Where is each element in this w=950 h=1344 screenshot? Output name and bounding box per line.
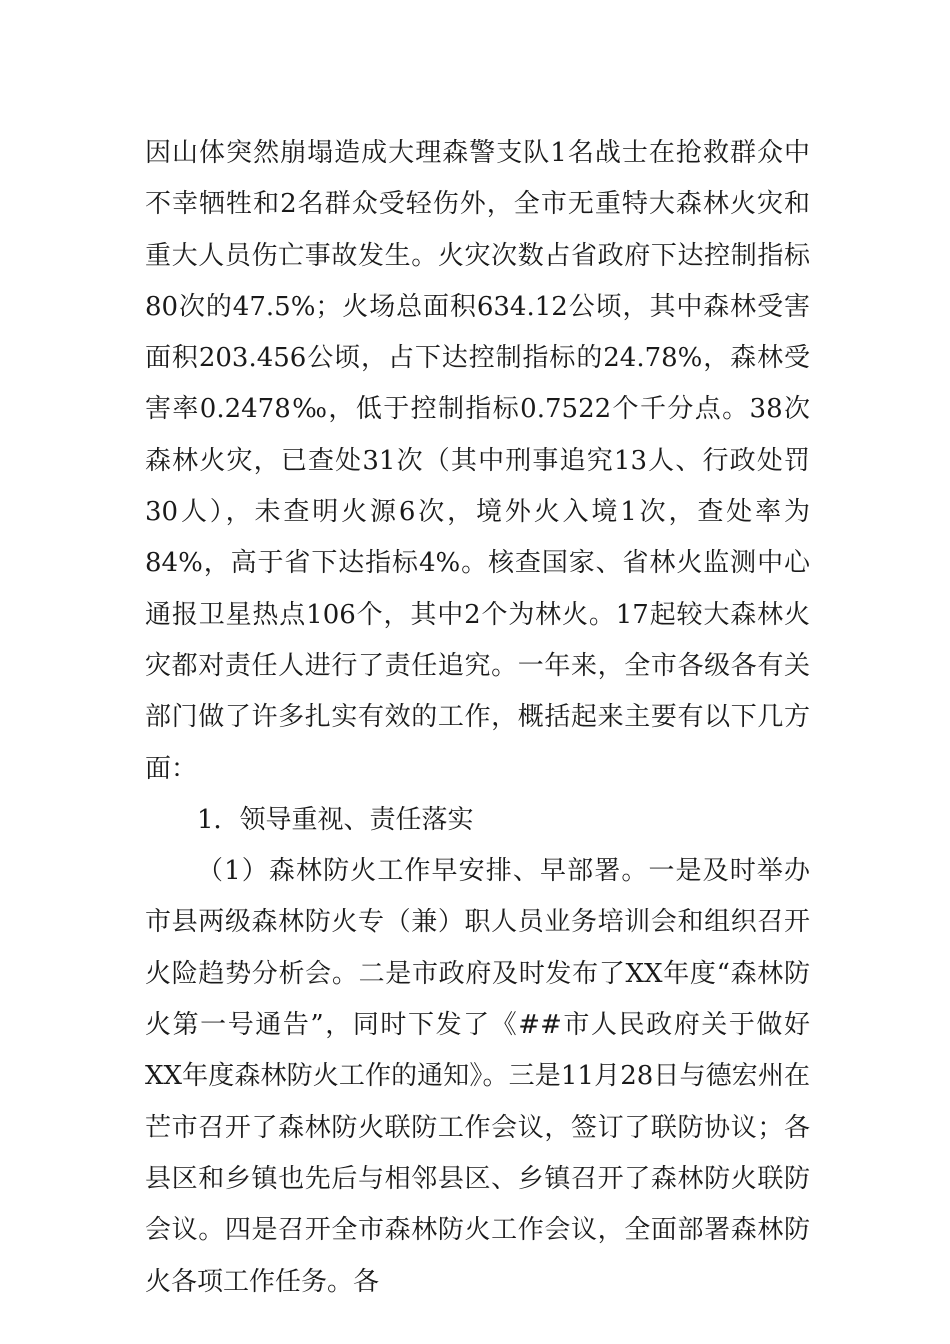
paragraph-early-deployment: （1）森林防火工作早安排、早部署。一是及时举办市县两级森林防火专（兼）职人员业务培训会和组织召开火险趋势分析会。二是市政府及时发布了XX年度“森林防火第一号通告”，同时下发了《##市人民政府关于做好XX年度森林防火工作的通知》。三是11月28日与德宏州在芒市召开了森林防火联防工作会议，签订了联防协议；各县区和乡镇也先后与相邻县区、乡镇召开了森林防火联防会议。四是召开全市森林防火工作会议，全面部署森林防火各项工作任务。各 — [145, 856, 810, 1297]
document-body — [145, 128, 810, 1308]
section-heading-leadership: 1．领导重视、责任落实 — [197, 804, 474, 835]
paragraph-fire-statistics: 因山体突然崩塌造成大理森警支队1名战士在抢救群众中不幸牺牲和2名群众受轻伤外，全市无重特大森林火灾和重大人员伤亡事故发生。火灾次数占省政府下达控制指标80次的47.5%；火场总面积634.12公顷，其中森林受害面积203.456公顷，占下达控制指标的24.78%，森林受害率0.2478‰，低于控制指标0.7522个千分点。38次森林火灾，已查处31次（其中刑事追究13人、行政处罚30人），未查明火源6次，境外火入境1次，查处率为84%，高于省下达指标4%。核查国家、省林火监测中心通报卫星热点106个，其中2个为林火。17起较大森林火灾都对责任人进行了责任追究。一年来，全市各级各有关部门做了许多扎实有效的工作，概括起来主要有以下几方面： — [145, 138, 810, 784]
